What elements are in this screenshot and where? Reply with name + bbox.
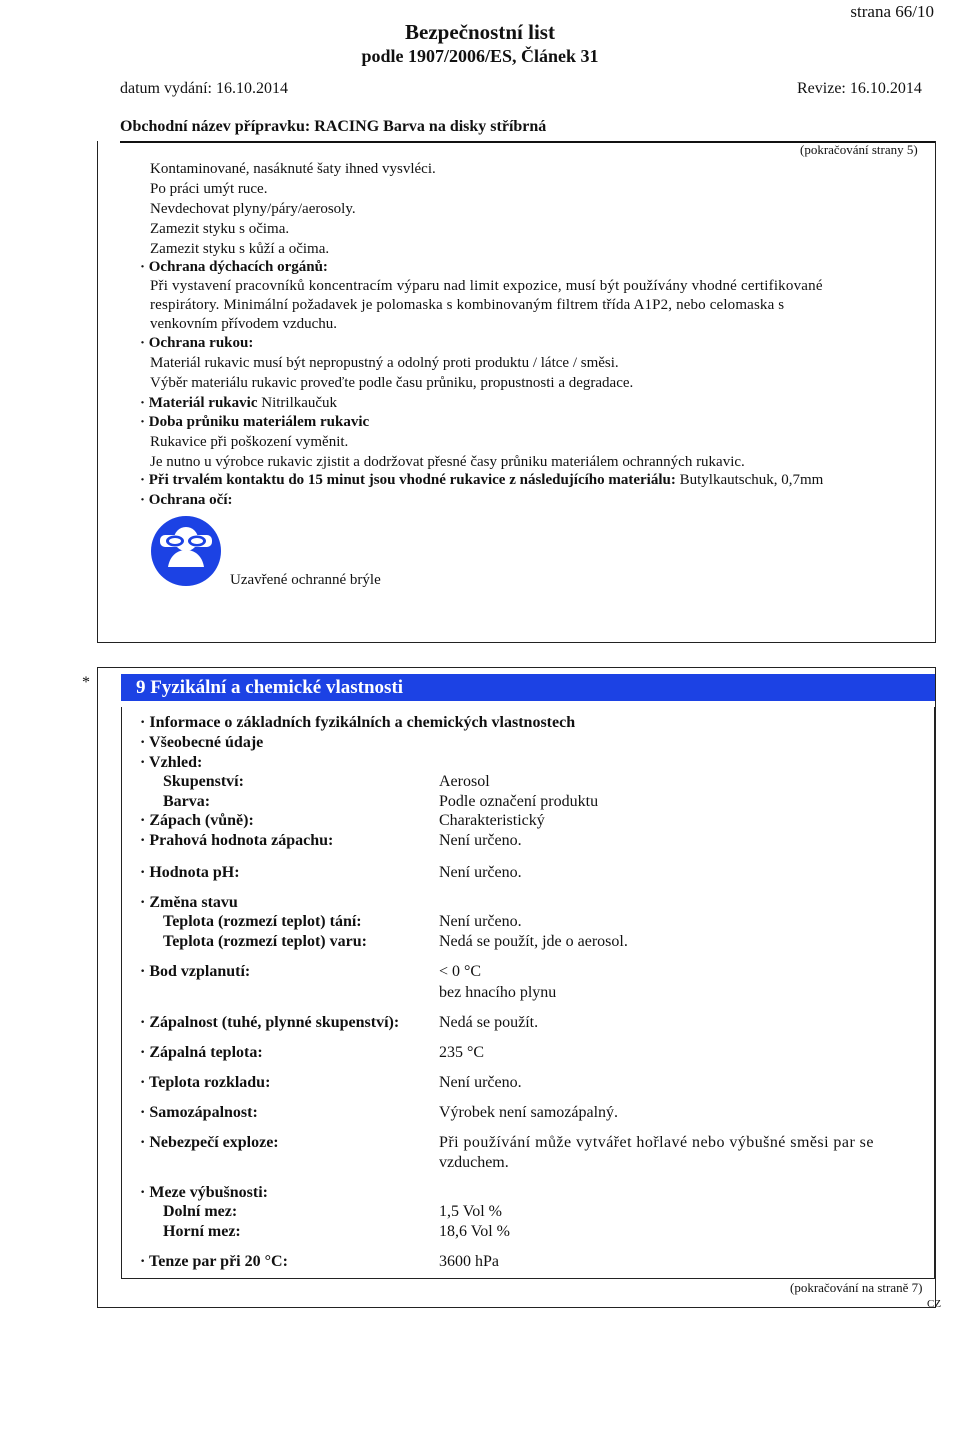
ph-value: Není určeno. <box>439 864 522 881</box>
goggles-caption: Uzavřené ochranné brýle <box>230 572 381 588</box>
self-ignition-label: · Samozápalnost: <box>140 1104 258 1121</box>
respiratory-protection-heading: · Ochrana dýchacích orgánů: <box>140 259 328 275</box>
continued-to-note: (pokračování na straně 7) <box>790 1280 923 1295</box>
explosion-danger-label: · Nebezpečí exploze: <box>140 1134 279 1151</box>
glove-material-label: · Materiál rukavic <box>140 395 258 411</box>
respiratory-protection-text: respirátory. Minimální požadavek je polomaska s kombinovaným filtrem třída A1P2, nebo celomaska s <box>150 297 785 313</box>
ignition-temperature-value: 235 °C <box>439 1044 485 1061</box>
language-code: CZ <box>927 1298 942 1310</box>
permanent-contact-row <box>140 471 823 489</box>
respiratory-protection-text: venkovním přívodem vzduchu. <box>150 316 338 332</box>
hand-protection-text: Výběr materiálu rukavic proveďte podle času průniku, propustnosti a degradace. <box>150 375 634 391</box>
glove-material-value: Nitrilkaučuk <box>261 395 338 411</box>
boiling-point-value: Nedá se použít, jde o aerosol. <box>439 933 628 950</box>
flammability-value: Nedá se použít. <box>439 1014 539 1031</box>
melting-point-label: Teplota (rozmezí teplot) tání: <box>163 913 362 930</box>
appearance-heading: · Vzhled: <box>140 754 203 771</box>
section8-line: Zamezit styku s očima. <box>150 221 290 237</box>
hand-protection-text: Materiál rukavic musí být nepropustný a odolný proti produktu / látce / směsi. <box>150 355 619 371</box>
boiling-point-label: Teplota (rozmezí teplot) varu: <box>163 933 367 950</box>
glove-material-row <box>140 394 337 412</box>
explosion-danger-value: Při používání může vytvářet hořlavé nebo výbušné směsi par se <box>439 1134 874 1151</box>
issue-date: datum vydání: 16.10.2014 <box>120 80 288 97</box>
flash-point-value: < 0 °C <box>439 963 482 980</box>
decomposition-temperature-value: Není určeno. <box>439 1074 522 1091</box>
state-label: Skupenství: <box>163 773 244 790</box>
section8-line: Kontaminované, nasáknuté šaty ihned vysvléci. <box>150 161 436 177</box>
change-marker: * <box>82 674 90 691</box>
flammability-label: · Zápalnost (tuhé, plynné skupenství): <box>140 1014 400 1031</box>
color-value: Podle označení produktu <box>439 793 599 810</box>
color-label: Barva: <box>163 793 211 810</box>
continued-from-note: (pokračování strany 5) <box>800 142 918 157</box>
explosion-limits-heading: · Meze výbušnosti: <box>140 1184 268 1201</box>
odour-threshold-value: Není určeno. <box>439 832 522 849</box>
upper-limit-value: 18,6 Vol % <box>439 1223 510 1240</box>
basic-properties-heading: · Informace o základních fyzikálních a chemických vlastnostech <box>140 714 576 731</box>
vapour-pressure-value: 3600 hPa <box>439 1253 499 1270</box>
section9-title: 9 Fyzikální a chemické vlastnosti <box>136 677 404 698</box>
section8-line: Po práci umýt ruce. <box>150 181 268 197</box>
section8-line: Nevdechovat plyny/páry/aerosoly. <box>150 201 356 217</box>
general-info-heading: · Všeobecné údaje <box>140 734 264 751</box>
change-of-state-heading: · Změna stavu <box>140 894 238 911</box>
product-name: Obchodní název přípravku: RACING Barva na disky stříbrná <box>120 118 547 135</box>
state-value: Aerosol <box>439 773 490 790</box>
ph-label: · Hodnota pH: <box>140 864 240 881</box>
flash-point-label: · Bod vzplanutí: <box>140 963 251 980</box>
decomposition-temperature-label: · Teplota rozkladu: <box>140 1074 271 1091</box>
self-ignition-value: Výrobek není samozápalný. <box>439 1104 619 1121</box>
upper-limit-label: Horní mez: <box>163 1223 241 1240</box>
page-number: strana 66/10 <box>850 2 934 21</box>
eye-protection-heading: · Ochrana očí: <box>140 492 233 508</box>
vapour-pressure-label: · Tenze par při 20 °C: <box>140 1253 288 1270</box>
melting-point-value: Není určeno. <box>439 913 522 930</box>
permanent-contact-value: Butylkautschuk, 0,7mm <box>679 472 824 488</box>
odour-threshold-label: · Prahová hodnota zápachu: <box>140 832 334 849</box>
document-title: Bezpečnostní list <box>405 20 555 44</box>
section8-line: Zamezit styku s kůží a očima. <box>150 241 330 257</box>
flash-point-note: bez hnacího plynu <box>439 984 557 1001</box>
document-subtitle: podle 1907/2006/ES, Článek 31 <box>361 46 599 66</box>
permanent-contact-label: · Při trvalém kontaktu do 15 minut jsou vhodné rukavice z následujícího materiálu: <box>140 472 676 488</box>
hand-protection-heading: · Ochrana rukou: <box>140 335 254 351</box>
lower-limit-value: 1,5 Vol % <box>439 1203 502 1220</box>
penetration-time-text: Rukavice při poškození vyměnit. <box>150 434 349 450</box>
explosion-danger-value: vzduchem. <box>439 1154 509 1171</box>
revision-date: Revize: 16.10.2014 <box>797 80 922 97</box>
respiratory-protection-text: Při vystavení pracovníků koncentracím výparu nad limit expozice, musí být používány vhodné certifikované <box>150 278 823 294</box>
manufacturer-note: Je nutno u výrobce rukavic zjistit a dodržovat přesné časy průniku materiálem ochranných rukavic. <box>150 454 745 470</box>
lower-limit-label: Dolní mez: <box>163 1203 238 1220</box>
penetration-time-heading: · Doba průniku materiálem rukavic <box>140 414 370 430</box>
ignition-temperature-label: · Zápalná teplota: <box>140 1044 263 1061</box>
odour-label: · Zápach (vůně): <box>140 812 254 829</box>
safety-goggles-icon <box>150 515 222 587</box>
odour-value: Charakteristický <box>439 812 545 829</box>
